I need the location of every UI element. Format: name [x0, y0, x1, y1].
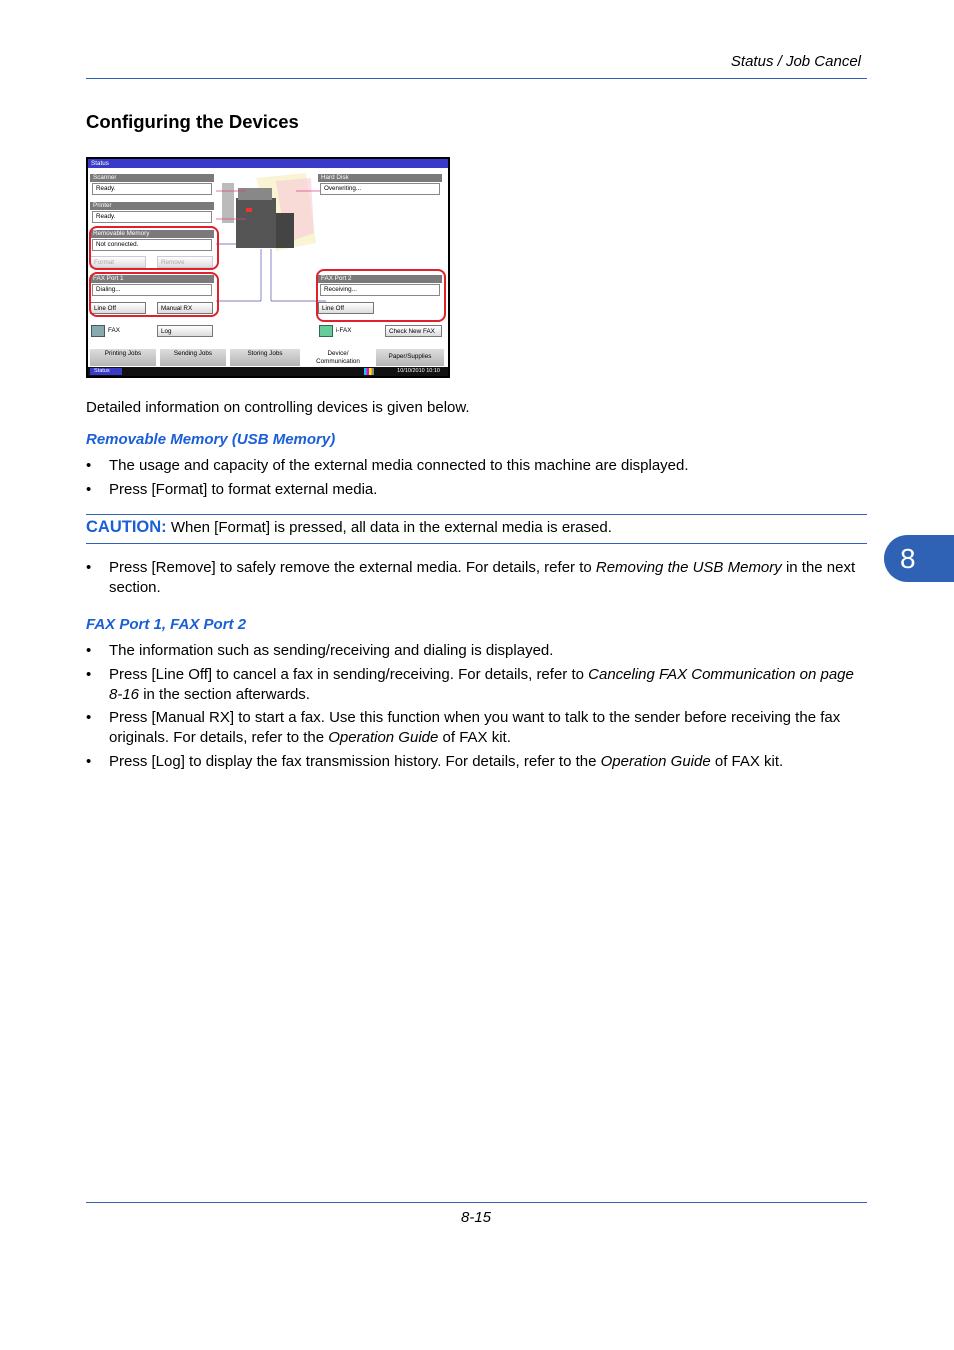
device-status-screenshot — [86, 157, 450, 378]
format-button[interactable]: Format — [90, 256, 146, 268]
fax-port-1-line-off-button[interactable]: Line Off — [90, 302, 146, 314]
ifax-icon — [319, 325, 333, 337]
running-header: Status / Job Cancel — [730, 53, 861, 70]
section-title: Configuring the Devices — [86, 111, 299, 132]
toner-level-icon — [364, 368, 374, 375]
fax-port-heading: FAX Port 1, FAX Port 2 — [86, 616, 247, 633]
caution-bottom-rule — [86, 543, 867, 544]
caution-top-rule — [86, 514, 867, 515]
hard-disk-status: Overwriting... — [320, 183, 440, 195]
fax-icon — [91, 325, 105, 337]
connection-lines — [216, 189, 326, 309]
header-rule — [86, 78, 867, 79]
fax-port-2-line-off-button[interactable]: Line Off — [318, 302, 374, 314]
removable-memory-heading: Removable Memory (USB Memory) — [86, 431, 336, 448]
printer-label: Printer — [90, 202, 214, 210]
intro-paragraph: Detailed information on controlling devices is given below. — [86, 399, 470, 416]
caution-label: CAUTION: — [86, 518, 167, 536]
fax-label: FAX — [108, 327, 120, 334]
removable-memory-status: Not connected. — [92, 239, 212, 251]
fax-port-2-highlight — [316, 269, 446, 322]
screen-titlebar: Status — [88, 159, 448, 168]
fax-port-2-status: Receiving... — [320, 284, 440, 296]
ifax-label: i-FAX — [336, 327, 352, 334]
tab-printing-jobs[interactable]: Printing Jobs — [90, 349, 156, 366]
hard-disk-label: Hard Disk — [318, 174, 442, 182]
removable-memory-highlight — [89, 226, 219, 270]
caution-note — [86, 516, 866, 539]
scanner-status: Ready. — [92, 183, 212, 195]
fax-port-2-label: FAX Port 2 — [318, 275, 442, 283]
status-bar — [88, 367, 448, 376]
fax-port-1-highlight — [89, 272, 219, 317]
scanner-label: Scanner — [90, 174, 214, 182]
remove-button[interactable]: Remove — [157, 256, 213, 268]
tab-paper-supplies[interactable]: Paper/Supplies — [376, 349, 444, 366]
tab-storing-jobs[interactable]: Storing Jobs — [230, 349, 300, 366]
log-button[interactable]: Log — [157, 325, 213, 337]
chapter-tab: 8 — [884, 535, 954, 582]
manual-rx-button[interactable]: Manual RX — [157, 302, 213, 314]
footer-rule — [86, 1202, 867, 1203]
hard-disk-panel — [318, 174, 442, 195]
page-number: 8-15 — [461, 1209, 492, 1226]
caution-text: When [Format] is pressed, all data in the external media is erased. — [166, 519, 612, 536]
status-button[interactable]: Status — [90, 368, 122, 375]
fax-port-1-label: FAX Port 1 — [90, 275, 214, 283]
printer-panel — [90, 202, 214, 223]
fax-port-1-status: Dialing... — [92, 284, 212, 296]
removable-memory-label: Removable Memory — [90, 230, 214, 238]
tab-sending-jobs[interactable]: Sending Jobs — [160, 349, 226, 366]
tab-device-communication[interactable]: Device/ Communication — [304, 349, 372, 366]
printer-status: Ready. — [92, 211, 212, 223]
check-new-fax-button[interactable]: Check New FAX — [385, 325, 442, 337]
scanner-panel — [90, 174, 214, 195]
date-time: 10/10/2010 10:10 — [397, 368, 440, 374]
